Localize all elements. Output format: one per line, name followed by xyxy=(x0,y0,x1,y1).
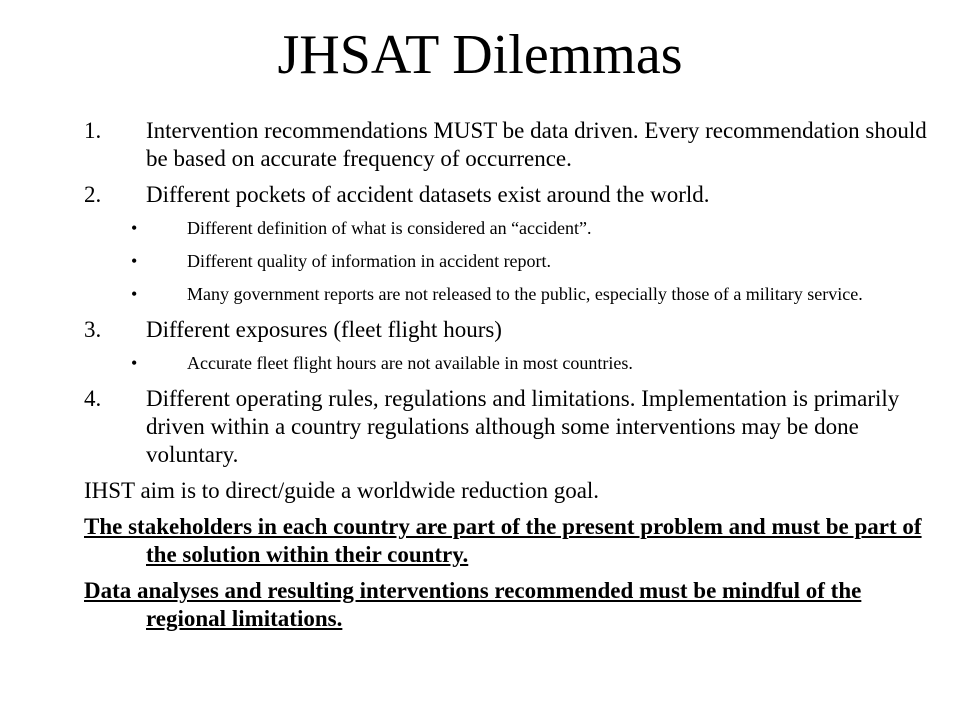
numbered-item-3 xyxy=(84,316,934,344)
slide-body xyxy=(84,117,934,641)
item-text: Different operating rules, regulations and limitations. Implementation is primarily driven within a country regulations although some interventions may be done voluntary. xyxy=(146,386,900,467)
sub-bullet-3-1 xyxy=(84,352,934,375)
aim-statement: IHST aim is to direct/guide a worldwide reduction goal. xyxy=(84,478,600,503)
bullet-icon: • xyxy=(131,218,138,238)
sub-bullet-text: Many government reports are not released to the public, especially those of a military service. xyxy=(187,284,863,304)
item-text: Different exposures (fleet flight hours) xyxy=(146,317,502,342)
emphasis-statement-2: Data analyses and resulting interventions recommended must be mindful of the regional limitations. xyxy=(84,578,862,631)
slide-title: JHSAT Dilemmas xyxy=(277,24,683,86)
sub-bullet-text: Accurate fleet flight hours are not available in most countries. xyxy=(187,353,633,373)
item-number: 3. xyxy=(84,317,102,342)
bullet-icon: • xyxy=(131,353,138,373)
sub-bullet-2-2 xyxy=(84,250,934,273)
item-number: 2. xyxy=(84,182,102,207)
numbered-item-2 xyxy=(84,181,934,209)
item-text: Intervention recommendations MUST be data driven. Every recommendation should be based on accurate frequency of occurrence. xyxy=(146,118,927,171)
numbered-item-1 xyxy=(84,117,934,173)
bullet-icon: • xyxy=(131,251,138,271)
sub-bullet-text: Different quality of information in accident report. xyxy=(187,251,552,271)
sub-bullet-2-3 xyxy=(84,283,934,306)
item-number: 1. xyxy=(84,118,102,143)
item-text: Different pockets of accident datasets exist around the world. xyxy=(146,182,710,207)
numbered-item-4 xyxy=(84,385,934,469)
emphasis-statement-1: The stakeholders in each country are part of the present problem and must be part of the solution within their country. xyxy=(84,514,922,567)
item-number: 4. xyxy=(84,386,102,411)
sub-bullet-2-1 xyxy=(84,217,934,240)
bullet-icon: • xyxy=(131,284,138,304)
sub-bullet-text: Different definition of what is considered an “accident”. xyxy=(187,218,592,238)
